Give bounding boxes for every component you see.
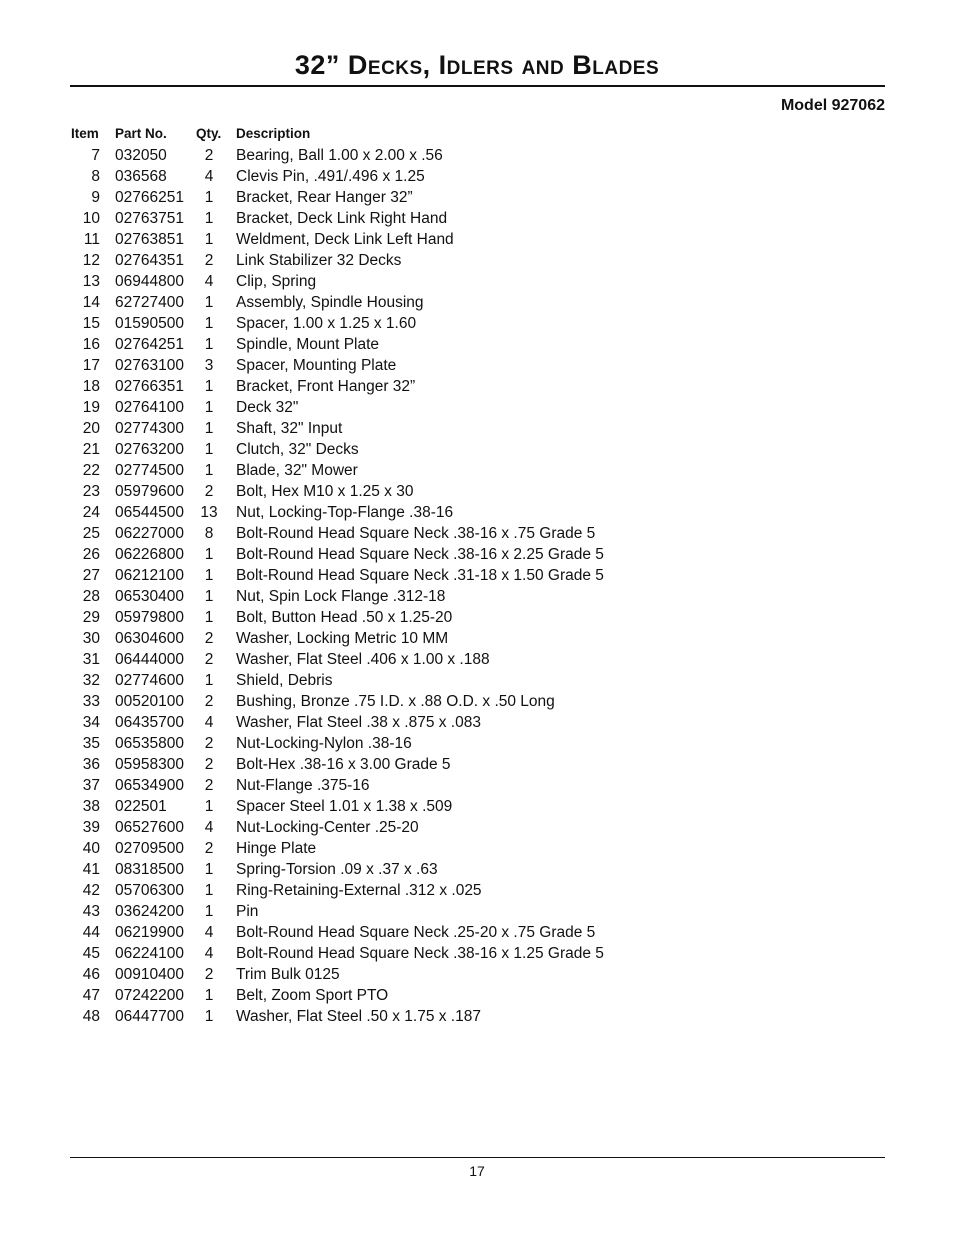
- part-number: 06534900: [115, 777, 184, 794]
- table-row: [0, 313, 954, 334]
- table-row: [0, 649, 954, 670]
- table-row: [0, 838, 954, 859]
- quantity: 2: [204, 147, 214, 164]
- quantity: 1: [204, 210, 214, 227]
- header-item: Item: [71, 126, 99, 141]
- quantity: 1: [204, 987, 214, 1004]
- quantity: 2: [204, 735, 214, 752]
- table-row: [0, 208, 954, 229]
- quantity: 1: [204, 609, 214, 626]
- table-row: [0, 586, 954, 607]
- quantity: 1: [204, 378, 214, 395]
- description: Bolt, Button Head .50 x 1.25-20: [236, 609, 453, 626]
- item-number: 9: [91, 189, 100, 206]
- quantity: 4: [204, 714, 214, 731]
- item-number: 30: [82, 630, 100, 647]
- description: Clutch, 32" Decks: [236, 441, 359, 458]
- quantity: 4: [204, 168, 214, 185]
- description: Spacer, Mounting Plate: [236, 357, 397, 374]
- header-description: Description: [236, 126, 311, 141]
- quantity: 4: [204, 924, 214, 941]
- table-row: [0, 817, 954, 838]
- quantity: 1: [204, 189, 214, 206]
- quantity: 2: [204, 966, 214, 983]
- table-row: [0, 712, 954, 733]
- part-number: 032050: [115, 147, 167, 164]
- description: Assembly, Spindle Housing: [236, 294, 424, 311]
- part-number: 05958300: [115, 756, 184, 773]
- quantity: 1: [204, 399, 214, 416]
- description: Clevis Pin, .491/.496 x 1.25: [236, 168, 425, 185]
- quantity: 1: [204, 861, 214, 878]
- part-number: 06944800: [115, 273, 184, 290]
- quantity: 2: [204, 651, 214, 668]
- description: Washer, Flat Steel .38 x .875 x .083: [236, 714, 481, 731]
- part-number: 08318500: [115, 861, 184, 878]
- item-number: 15: [82, 315, 100, 332]
- part-number: 02766251: [115, 189, 184, 206]
- description: Washer, Flat Steel .406 x 1.00 x .188: [236, 651, 490, 668]
- table-row: [0, 628, 954, 649]
- part-number: 02763100: [115, 357, 184, 374]
- table-row: [0, 145, 954, 166]
- quantity: 3: [204, 357, 214, 374]
- description: Hinge Plate: [236, 840, 317, 857]
- item-number: 22: [82, 462, 100, 479]
- table-row: [0, 964, 954, 985]
- description: Belt, Zoom Sport PTO: [236, 987, 389, 1004]
- item-number: 24: [82, 504, 100, 521]
- part-number: 02774300: [115, 420, 184, 437]
- item-number: 28: [82, 588, 100, 605]
- part-number: 06527600: [115, 819, 184, 836]
- description: Bolt-Round Head Square Neck .31-18 x 1.50 Grade 5: [236, 567, 604, 584]
- item-number: 31: [82, 651, 100, 668]
- description: Ring-Retaining-External .312 x .025: [236, 882, 482, 899]
- part-number: 02764351: [115, 252, 184, 269]
- part-number: 06227000: [115, 525, 184, 542]
- item-number: 33: [82, 693, 100, 710]
- quantity: 1: [204, 420, 214, 437]
- quantity: 1: [204, 1008, 214, 1025]
- table-header: [0, 123, 954, 144]
- quantity: 8: [204, 525, 214, 542]
- part-number: 06535800: [115, 735, 184, 752]
- item-number: 43: [82, 903, 100, 920]
- quantity: 1: [204, 336, 214, 353]
- table-row: [0, 901, 954, 922]
- table-row: [0, 922, 954, 943]
- item-number: 26: [82, 546, 100, 563]
- quantity: 2: [204, 840, 214, 857]
- table-row: [0, 481, 954, 502]
- description: Link Stabilizer 32 Decks: [236, 252, 402, 269]
- description: Spring-Torsion .09 x .37 x .63: [236, 861, 438, 878]
- part-number: 036568: [115, 168, 167, 185]
- quantity: 4: [204, 273, 214, 290]
- item-number: 47: [82, 987, 100, 1004]
- item-number: 10: [82, 210, 100, 227]
- part-number: 06219900: [115, 924, 184, 941]
- quantity: 1: [204, 567, 214, 584]
- table-row: [0, 418, 954, 439]
- item-number: 19: [82, 399, 100, 416]
- quantity: 1: [204, 882, 214, 899]
- description: Nut, Spin Lock Flange .312-18: [236, 588, 446, 605]
- item-number: 40: [82, 840, 100, 857]
- table-body: [0, 145, 954, 1027]
- part-number: 03624200: [115, 903, 184, 920]
- description: Bolt-Round Head Square Neck .38-16 x 1.25 Grade 5: [236, 945, 604, 962]
- table-row: [0, 250, 954, 271]
- quantity: 13: [200, 504, 218, 521]
- description: Shaft, 32" Input: [236, 420, 343, 437]
- header-part-no: Part No.: [115, 126, 167, 141]
- item-number: 11: [83, 231, 100, 248]
- description: Bolt, Hex M10 x 1.25 x 30: [236, 483, 414, 500]
- description: Bolt-Round Head Square Neck .25-20 x .75 Grade 5: [236, 924, 596, 941]
- description: Weldment, Deck Link Left Hand: [236, 231, 454, 248]
- table-row: [0, 607, 954, 628]
- item-number: 14: [82, 294, 100, 311]
- description: Spindle, Mount Plate: [236, 336, 380, 353]
- table-row: [0, 439, 954, 460]
- description: Bracket, Deck Link Right Hand: [236, 210, 448, 227]
- table-row: [0, 985, 954, 1006]
- description: Washer, Locking Metric 10 MM: [236, 630, 449, 647]
- part-number: 01590500: [115, 315, 184, 332]
- table-row: [0, 166, 954, 187]
- description: Deck 32": [236, 399, 299, 416]
- description: Nut-Flange .375-16: [236, 777, 370, 794]
- quantity: 2: [204, 693, 214, 710]
- table-row: [0, 502, 954, 523]
- part-number: 05706300: [115, 882, 184, 899]
- part-number: 02774600: [115, 672, 184, 689]
- description: Nut-Locking-Center .25-20: [236, 819, 419, 836]
- title-divider: [70, 85, 885, 87]
- quantity: 4: [204, 945, 214, 962]
- part-number: 06212100: [115, 567, 184, 584]
- table-row: [0, 229, 954, 250]
- item-number: 34: [82, 714, 100, 731]
- table-row: [0, 691, 954, 712]
- quantity: 1: [204, 231, 214, 248]
- description: Nut, Locking-Top-Flange .38-16: [236, 504, 454, 521]
- table-row: [0, 523, 954, 544]
- header-qty: Qty.: [196, 126, 222, 141]
- item-number: 44: [82, 924, 100, 941]
- part-number: 06544500: [115, 504, 184, 521]
- item-number: 18: [82, 378, 100, 395]
- part-number: 02763751: [115, 210, 184, 227]
- part-number: 06530400: [115, 588, 184, 605]
- description: Blade, 32" Mower: [236, 462, 358, 479]
- parts-table: [0, 123, 954, 1027]
- table-row: [0, 376, 954, 397]
- table-row: [0, 880, 954, 901]
- part-number: 06435700: [115, 714, 184, 731]
- description: Bearing, Ball 1.00 x 2.00 x .56: [236, 147, 443, 164]
- quantity: 1: [204, 672, 214, 689]
- quantity: 1: [204, 903, 214, 920]
- table-row: [0, 544, 954, 565]
- description: Washer, Flat Steel .50 x 1.75 x .187: [236, 1008, 481, 1025]
- item-number: 23: [82, 483, 100, 500]
- table-row: [0, 775, 954, 796]
- part-number: 02774500: [115, 462, 184, 479]
- description: Spacer, 1.00 x 1.25 x 1.60: [236, 315, 417, 332]
- footer-divider: [70, 1157, 885, 1158]
- item-number: 8: [91, 168, 100, 185]
- table-row: [0, 733, 954, 754]
- part-number: 00910400: [115, 966, 184, 983]
- table-row: [0, 943, 954, 964]
- table-row: [0, 292, 954, 313]
- item-number: 37: [82, 777, 100, 794]
- part-number: 02763851: [115, 231, 184, 248]
- part-number: 07242200: [115, 987, 184, 1004]
- description: Spacer Steel 1.01 x 1.38 x .509: [236, 798, 453, 815]
- quantity: 1: [204, 588, 214, 605]
- item-number: 46: [82, 966, 100, 983]
- quantity: 4: [204, 819, 214, 836]
- description: Nut-Locking-Nylon .38-16: [236, 735, 412, 752]
- table-row: [0, 754, 954, 775]
- part-number: 02764100: [115, 399, 184, 416]
- item-number: 16: [82, 336, 100, 353]
- item-number: 42: [82, 882, 100, 899]
- description: Trim Bulk 0125: [236, 966, 340, 983]
- table-row: [0, 187, 954, 208]
- page-title: 32” Decks, Idlers and Blades: [294, 50, 660, 80]
- quantity: 2: [204, 756, 214, 773]
- page-number: 17: [469, 1163, 485, 1179]
- part-number: 62727400: [115, 294, 184, 311]
- description: Bracket, Rear Hanger 32”: [236, 189, 413, 206]
- description: Pin: [236, 903, 259, 920]
- item-number: 41: [82, 861, 100, 878]
- table-row: [0, 1006, 954, 1027]
- part-number: 00520100: [115, 693, 184, 710]
- part-number: 06304600: [115, 630, 184, 647]
- item-number: 38: [82, 798, 100, 815]
- item-number: 25: [82, 525, 100, 542]
- item-number: 12: [82, 252, 100, 269]
- quantity: 1: [204, 798, 214, 815]
- quantity: 1: [204, 546, 214, 563]
- description: Bushing, Bronze .75 I.D. x .88 O.D. x .50 Long: [236, 693, 555, 710]
- table-row: [0, 334, 954, 355]
- table-row: [0, 355, 954, 376]
- description: Bolt-Round Head Square Neck .38-16 x 2.25 Grade 5: [236, 546, 604, 563]
- item-number: 27: [82, 567, 100, 584]
- table-row: [0, 460, 954, 481]
- part-number: 06224100: [115, 945, 184, 962]
- item-number: 17: [82, 357, 100, 374]
- quantity: 1: [204, 462, 214, 479]
- description: Bracket, Front Hanger 32”: [236, 378, 416, 395]
- description: Bolt-Hex .38-16 x 3.00 Grade 5: [236, 756, 451, 773]
- description: Shield, Debris: [236, 672, 333, 689]
- item-number: 20: [82, 420, 100, 437]
- description: Bolt-Round Head Square Neck .38-16 x .75 Grade 5: [236, 525, 596, 542]
- quantity: 1: [204, 315, 214, 332]
- part-number: 022501: [115, 798, 167, 815]
- quantity: 1: [204, 294, 214, 311]
- part-number: 02763200: [115, 441, 184, 458]
- part-number: 06447700: [115, 1008, 184, 1025]
- item-number: 21: [82, 441, 100, 458]
- description: Clip, Spring: [236, 273, 317, 290]
- table-row: [0, 670, 954, 691]
- model-label: Model 927062: [780, 97, 885, 114]
- quantity: 2: [204, 630, 214, 647]
- item-number: 32: [82, 672, 100, 689]
- table-row: [0, 859, 954, 880]
- part-number: 02709500: [115, 840, 184, 857]
- item-number: 36: [82, 756, 100, 773]
- part-number: 05979600: [115, 483, 184, 500]
- quantity: 1: [204, 441, 214, 458]
- table-row: [0, 397, 954, 418]
- table-row: [0, 271, 954, 292]
- part-number: 02766351: [115, 378, 184, 395]
- item-number: 13: [82, 273, 100, 290]
- part-number: 06444000: [115, 651, 184, 668]
- quantity: 2: [204, 483, 214, 500]
- item-number: 48: [82, 1008, 100, 1025]
- table-row: [0, 565, 954, 586]
- part-number: 06226800: [115, 546, 184, 563]
- item-number: 35: [82, 735, 100, 752]
- quantity: 2: [204, 777, 214, 794]
- part-number: 05979800: [115, 609, 184, 626]
- item-number: 29: [82, 609, 100, 626]
- part-number: 02764251: [115, 336, 184, 353]
- item-number: 39: [82, 819, 100, 836]
- quantity: 2: [204, 252, 214, 269]
- table-row: [0, 796, 954, 817]
- item-number: 7: [91, 147, 100, 164]
- item-number: 45: [82, 945, 100, 962]
